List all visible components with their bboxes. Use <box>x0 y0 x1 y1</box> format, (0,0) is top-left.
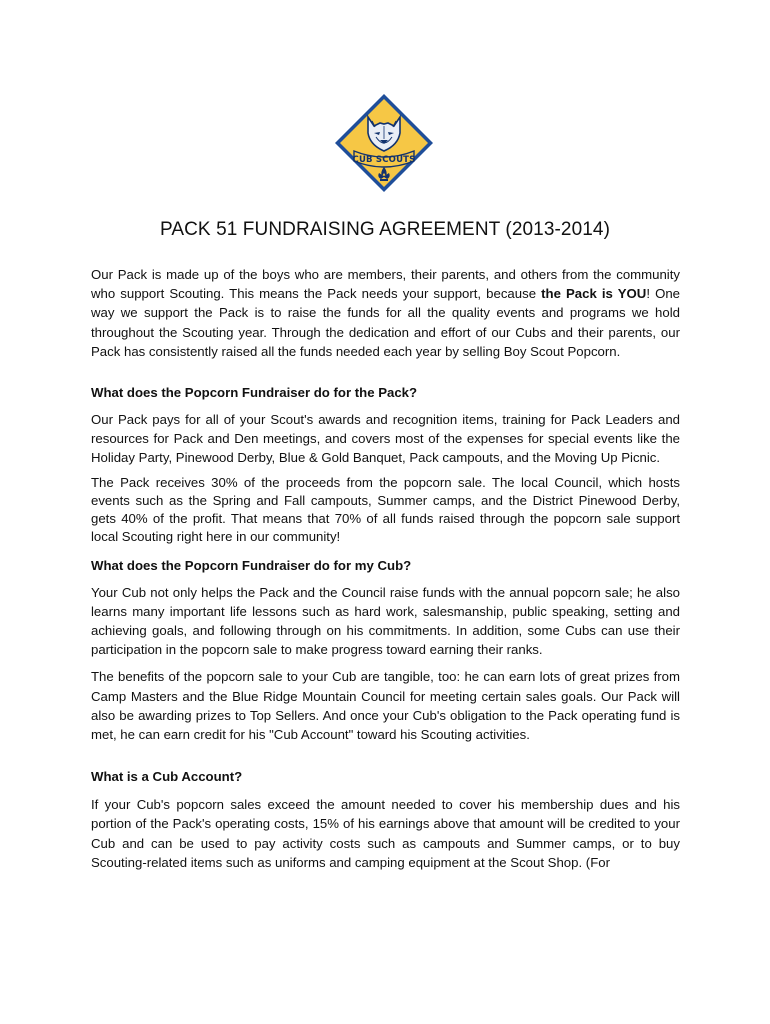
cub-account-paragraph: If your Cub's popcorn sales exceed the amount needed to cover his membership dues and his portion of the Pack's operating costs, 15% of his earnings above that amount will be credited to your Cub and can be used to pay activity costs such as campouts and Summer camps, or to buy Scouting-related items such as uniforms and camping equipment at the Scout Shop. (For <box>91 797 680 870</box>
document-body <box>91 265 680 872</box>
intro-bold-phrase: the Pack is YOU <box>541 286 647 302</box>
section-heading-cub-account: What is a Cub Account? <box>91 769 243 785</box>
section-heading-cub: What does the Popcorn Fundraiser do for my Cub? <box>91 557 412 573</box>
cub-paragraph-lessons: Your Cub not only helps the Pack and the Council raise funds with the annual popcorn sale; he also learns many important life lessons such as hard work, salesmanship, public speaking, setting and achieving goals, and following through on his commitments. In addition, some Cubs can use their participation in the popcorn sale to make progress toward earning their ranks. <box>91 584 680 658</box>
section-heading-pack: What does the Popcorn Fundraiser do for the Pack? <box>91 385 418 401</box>
cub-scouts-logo <box>334 93 434 193</box>
pack-paragraph-proceeds: The Pack receives 30% of the proceeds from the popcorn sale. The local Council, which hosts events such as the Spring and Fall campouts, Summer camps, and the District Pinewood Derby, gets 40% of the profit. That means that 70% of all funds raised through the popcorn sale support local Scouting right here in our community! <box>91 474 680 544</box>
pack-paragraph-expenses: Our Pack pays for all of your Scout's awards and recognition items, training for Pack Leaders and resources for Pack and Den meetings, and covers most of the expenses for special events like the Holiday Party, Pinewood Derby, Blue & Gold Banquet, Pack campouts, and the Moving Up Picnic. <box>91 412 680 466</box>
intro-paragraph <box>91 265 680 361</box>
logo-text: CUB SCOUTS <box>352 155 416 165</box>
document-title: PACK 51 FUNDRAISING AGREEMENT (2013-2014) <box>159 219 611 240</box>
intro-text-start: Our Pack is made up of the boys who are members, their parents, and others from the community who support Scouting. This means the Pack needs your support, because <box>91 267 680 302</box>
intro-text-end: ! One way we support the Pack is to raise the funds for all the quality events and programs we hold throughout the Scouting year. Through the dedication and effort of our Cubs and their parents, our Pack has consistently raised all the funds needed each year by selling Boy Scout Popcorn. <box>91 286 680 359</box>
cub-paragraph-benefits: The benefits of the popcorn sale to your Cub are tangible, too: he can earn lots of great prizes from Camp Masters and the Blue Ridge Mountain Council for meeting certain sales goals. Our Pack will also be awarding prizes to Top Sellers. And once your Cub's obligation to the Pack operating fund is met, he can earn credit for his "Cub Account" toward his Scouting activities. <box>91 669 680 743</box>
